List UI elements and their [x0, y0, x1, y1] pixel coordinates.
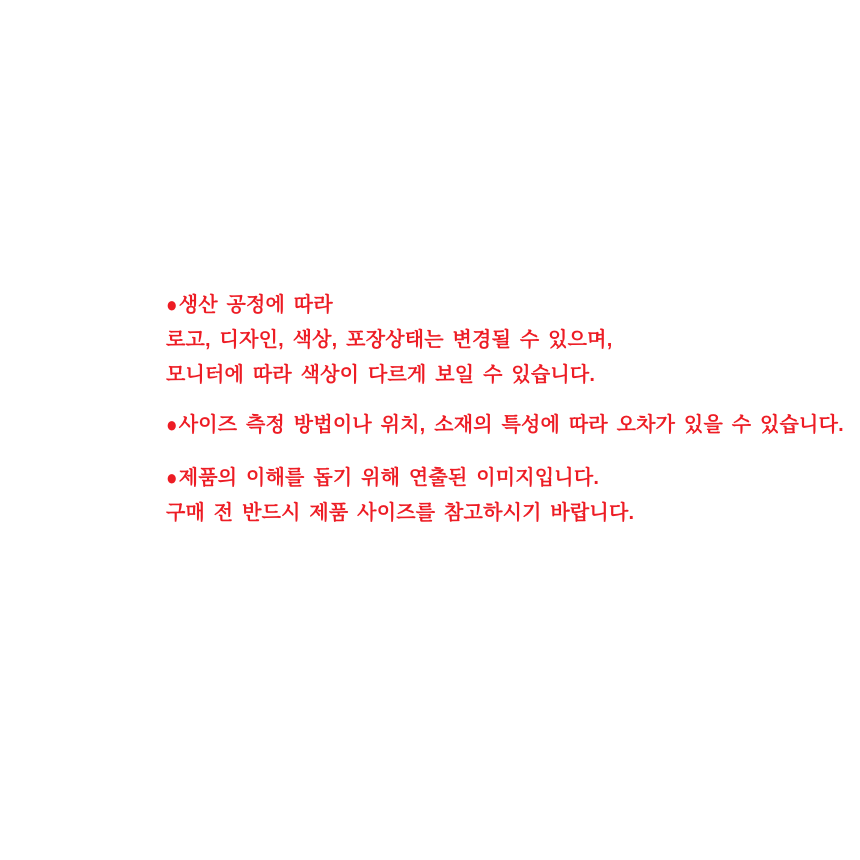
notice-text: 생산 공정에 따라: [178, 294, 333, 316]
notice-production-paragraph: [166, 288, 826, 393]
notice-size-paragraph: [166, 408, 844, 443]
notice-text: 사이즈 측정 방법이나 위치, 소재의 특성에 따라 오차가 있을 수 있습니다.: [178, 414, 844, 436]
notice-line: [166, 288, 826, 323]
notice-text: 모니터에 따라 색상이 다르게 보일 수 있습니다.: [166, 364, 596, 386]
notice-text: 구매 전 반드시 제품 사이즈를 참고하시기 바랍니다.: [166, 502, 635, 524]
notice-text: 로고, 디자인, 색상, 포장상태는 변경될 수 있으며,: [166, 329, 613, 351]
bullet-icon: ●: [166, 293, 178, 318]
notice-block: [166, 288, 844, 531]
notice-text: 제품의 이해를 돕기 위해 연출된 이미지입니다.: [178, 467, 600, 489]
bullet-icon: ●: [166, 413, 178, 438]
notice-line: [166, 408, 844, 443]
notice-image-paragraph: [166, 461, 826, 531]
notice-line: [166, 461, 826, 496]
bullet-icon: ●: [166, 466, 178, 491]
